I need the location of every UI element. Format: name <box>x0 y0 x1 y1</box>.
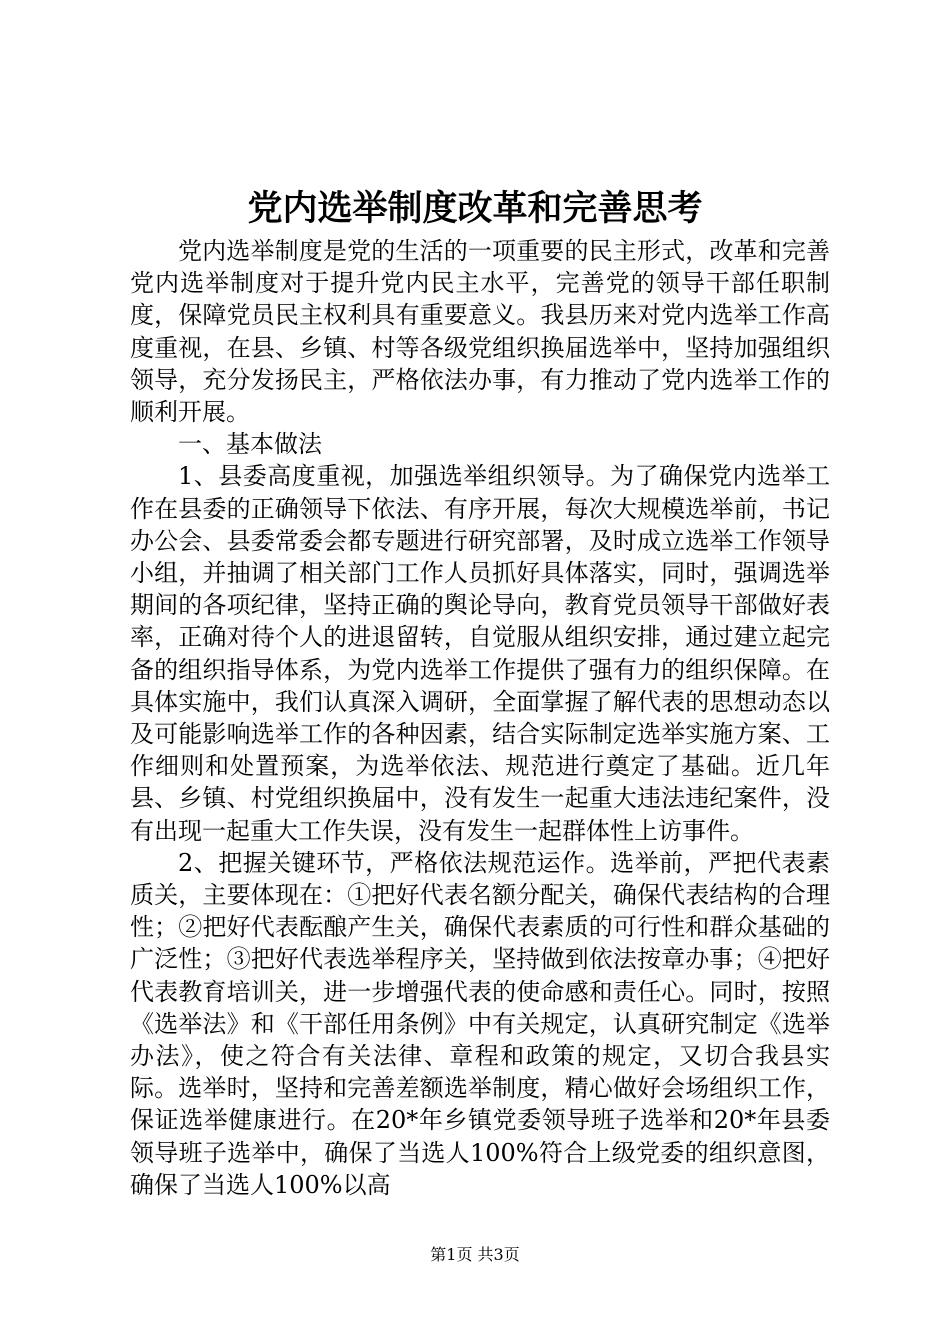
paragraph-item-1: 1、县委高度重视，加强选举组织领导。为了确保党内选举工作在县委的正确领导下依法、有序开展，每次大规模选举前，书记办公会、县委常委会都专题进行研究部署，及时成立选举工作领导小组，并抽调了相关部门工作人员抓好具体落实，同时，强调选举期间的各项纪律，坚持正确的舆论导向，教育党员领导干部做好表率，正确对待个人的进退留转，自觉服从组织安排，通过建立起完备的组织指导体系，为党内选举工作提供了强有力的组织保障。在具体实施中，我们认真深入调研，全面掌握了解代表的思想动态以及可能影响选举工作的各种因素，结合实际制定选举实施方案、工作细则和处置预案，为选举依法、规范进行奠定了基础。近几年县、乡镇、村党组织换届中，没有发生一起重大违法违纪案件，没有出现一起重大工作失误，没有发生一起群体性上访事件。 <box>130 462 830 845</box>
paragraph-item-2: 2、把握关键环节，严格依法规范运作。选举前，严把代表素质关，主要体现在：①把好代表名额分配关，确保代表结构的合理性；②把好代表酝酿产生关，确保代表素质的可行性和群众基础的广泛性；③把好代表选举程序关，坚持做到依法按章办事；④把好代表教育培训关，进一步增强代表的使命感和责任心。同时，按照《选举法》和《干部任用条例》中有关规定，认真研究制定《选举办法》，使之符合有关法律、章程和政策的规定，又切合我县实际。选举时，坚持和完善差额选举制度，精心做好会场组织工作，保证选举健康进行。在20*年乡镇党委领导班子选举和20*年县委领导班子选举中，确保了当选人100%符合上级党委的组织意图，确保了当选人100%以高 <box>130 848 830 1199</box>
document-title: 党内选举制度改革和完善思考 <box>247 188 703 229</box>
section-heading-basic-practices: 一、基本做法 <box>178 430 322 459</box>
intro-paragraph: 党内选举制度是党的生活的一项重要的民主形式，改革和完善党内选举制度对于提升党内民主水平，完善党的领导干部任职制度，保障党员民主权利具有重要意义。我县历来对党内选举工作高度重视，在县、乡镇、村等各级党组织换届选举中，坚持加强组织领导，充分发扬民主，严格依法办事，有力推动了党内选举工作的顺利开展。 <box>130 237 830 427</box>
page-footer: 第1页 共3页 <box>430 1245 520 1264</box>
document-body <box>130 235 830 1201</box>
